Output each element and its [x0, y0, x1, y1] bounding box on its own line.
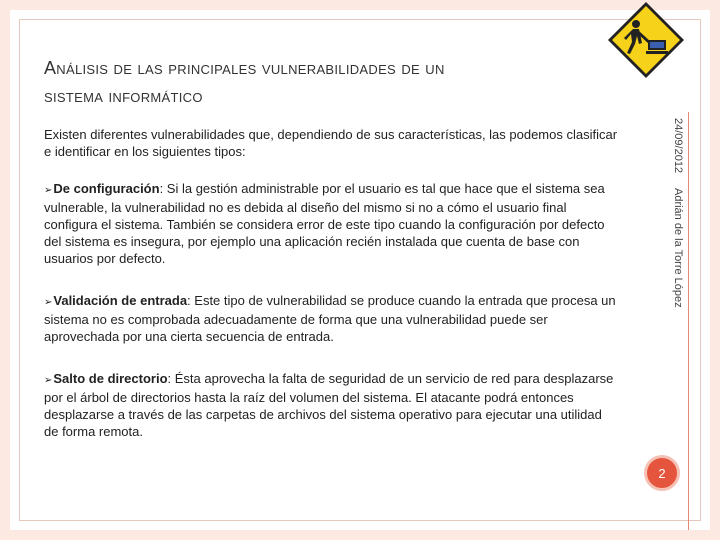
arrow-bullet-icon: ➢ [44, 185, 53, 196]
item-text: : Si la gestión administrable por el usuario es tal que hace que el sistema sea vulnerable, la vulnerabilidad no es debida al diseño del mismo si no a cómo el usuario final configura el sistema. También se considera error de este tipo cuando la configuración por defecto del sistema es insegura, por ejemplo una aplicación recién instalada que cuenta de base con usuarios por defecto. [44, 181, 605, 266]
page-number-badge: 2 [644, 455, 680, 491]
list-item [44, 292, 619, 345]
list-item [44, 180, 619, 267]
item-text: : Este tipo de vulnerabilidad se produce cuando la entrada que procesa un sistema no es comprobada adecuadamente de forma que una vulnerabilidad puede ser aprovechada por una cierta secuencia de entrada. [44, 293, 616, 344]
list-item [44, 370, 619, 440]
under-construction-sign-icon [606, 0, 686, 80]
arrow-bullet-icon: ➢ [44, 375, 53, 386]
slide-content [44, 126, 619, 465]
item-term: Salto de directorio [53, 371, 168, 386]
intro-paragraph: Existen diferentes vulnerabilidades que, dependiendo de sus características, las podemos clasificar e identificar en los siguientes tipos: [44, 127, 618, 159]
vertical-divider [688, 112, 689, 530]
side-date [668, 118, 686, 178]
arrow-bullet-icon: ➢ [44, 297, 53, 308]
side-author [668, 188, 686, 328]
date-text: 24/09/2012 [672, 118, 684, 174]
author-text: Adrián de la Torre López [672, 188, 684, 308]
title-line-2: sistema informático [44, 86, 203, 106]
item-term: De configuración [53, 181, 160, 196]
item-text: : Ésta aprovecha la falta de seguridad de un servicio de red para desplazarse por el árbol de directorios hasta la raíz del volumen del sistema. El atacante podrá entonces desplazarse a través de las carpetas de archivos del sistema operativo para ejecutar una utilidad de forma remota. [44, 371, 614, 439]
slide-title [44, 54, 644, 110]
item-term: Validación de entrada [53, 293, 188, 308]
title-line-1: Análisis de las principales vulnerabilidades de un [44, 58, 445, 78]
